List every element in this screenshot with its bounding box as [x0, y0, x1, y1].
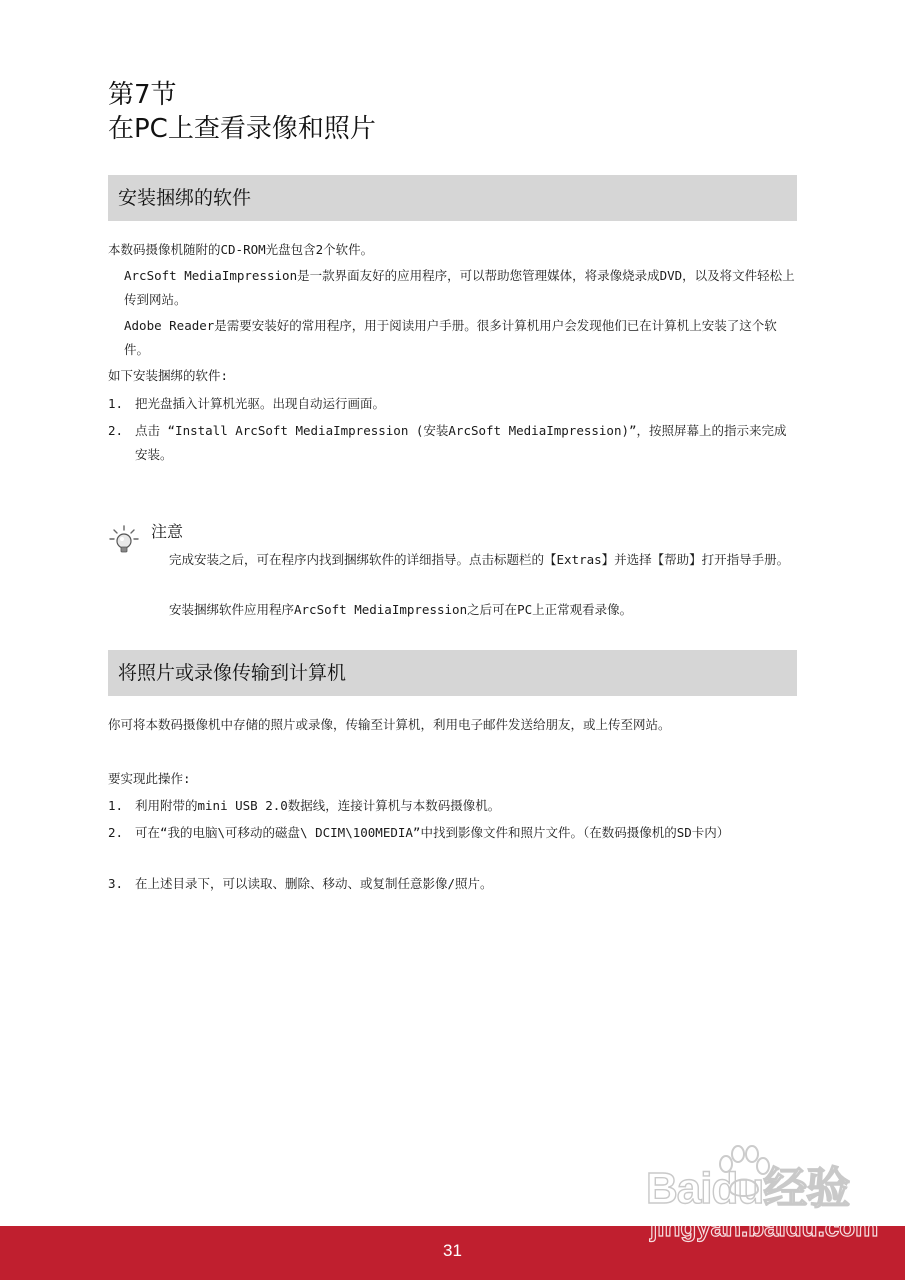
lightbulb-icon: [108, 524, 140, 556]
step-text: 利用附带的mini USB 2.0数据线，连接计算机与本数码摄像机。: [135, 798, 501, 813]
software-arcsoft: ArcSoft MediaImpression是一款界面友好的应用程序，可以帮助您管理媒体，将录像烧录成DVD，以及将文件轻松上传到网站。: [124, 268, 795, 307]
section1-intro: 本数码摄像机随附的CD-ROM光盘包含2个软件。: [108, 242, 374, 257]
step-text: 把光盘插入计算机光驱。出现自动运行画面。: [135, 396, 386, 411]
install-steps-intro: 如下安装捆绑的软件:: [108, 368, 229, 383]
step-number: 2.: [108, 825, 124, 840]
step-number: 1.: [108, 396, 124, 411]
step-number: 3.: [108, 876, 124, 891]
note-line-2: 安装捆绑软件应用程序ArcSoft MediaImpression之后可在PC上正常观看录像。: [169, 602, 633, 617]
step-text: 在上述目录下，可以读取、删除、移动、或复制任意影像/照片。: [135, 876, 493, 891]
watermark-brand: Baidu经验: [646, 1164, 850, 1213]
step-text: 可在“我的电脑\可移动的磁盘\ DCIM\100MEDIA”中找到影像文件和照片文件。（在数码摄像机的SD卡内）: [135, 825, 730, 840]
section-heading-transfer: 将照片或录像传输到计算机: [108, 650, 797, 696]
transfer-steps-intro: 要实现此操作:: [108, 771, 191, 786]
software-adobe-reader: Adobe Reader是需要安装好的常用程序，用于阅读用户手册。很多计算机用户会发现他们已在计算机上安装了这个软件。: [124, 318, 777, 357]
watermark-url: jingyan.baidu.com: [650, 1212, 879, 1242]
step-number: 1.: [108, 798, 124, 813]
note-title: 注意: [151, 522, 184, 541]
chapter-number: 第7节: [108, 80, 177, 110]
section2-intro: 你可将本数码摄像机中存储的照片或录像，传输至计算机，利用电子邮件发送给朋友，或上传至网站。: [108, 717, 671, 732]
chapter-title: 在PC上查看录像和照片: [108, 114, 376, 144]
step-text: 点击 “Install ArcSoft MediaImpression (安装ArcSoft MediaImpression)”，按照屏幕上的指示来完成安装。: [135, 423, 787, 462]
note-line-1: 完成安装之后，可在程序内找到捆绑软件的详细指导。点击标题栏的【Extras】并选择【帮助】打开指导手册。: [169, 552, 790, 567]
page-title: [108, 78, 376, 146]
section-heading-install: 安装捆绑的软件: [108, 175, 797, 221]
page-number: 31: [443, 1241, 462, 1260]
step-number: 2.: [108, 423, 124, 438]
